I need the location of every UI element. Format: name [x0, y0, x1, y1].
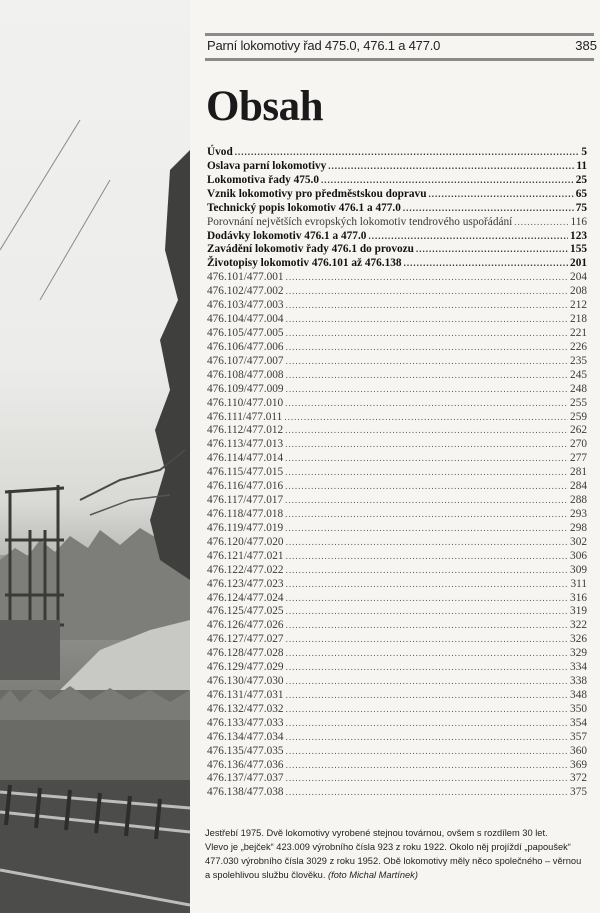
photo-caption — [205, 826, 590, 882]
toc-entry — [207, 327, 587, 341]
toc-entry-title: 476.112/477.012 — [207, 424, 284, 437]
toc-entry-page: 65 — [575, 187, 587, 200]
toc-entry-title: 476.106/477.006 — [207, 340, 284, 353]
toc-leader-dots — [286, 299, 568, 313]
toc-entry-title: Dodávky lokomotiv 476.1 a 477.0 — [207, 229, 367, 242]
toc-entry — [207, 397, 587, 411]
toc-entry-page: 326 — [570, 633, 587, 646]
toc-leader-dots — [285, 438, 568, 452]
toc-entry-title: 476.113/477.013 — [207, 438, 284, 451]
toc-leader-dots — [286, 383, 568, 397]
toc-entry — [207, 647, 587, 661]
toc-entry — [207, 160, 587, 174]
toc-entry — [207, 745, 587, 759]
toc-entry — [207, 786, 587, 800]
toc-entry-page: 284 — [570, 480, 587, 493]
toc-entry-title: 476.108/477.008 — [207, 368, 284, 381]
toc-entry — [207, 202, 587, 216]
toc-entry — [207, 383, 587, 397]
toc-leader-dots — [286, 675, 568, 689]
toc-entry-title: 476.133/477.033 — [207, 716, 284, 729]
toc-leader-dots — [416, 243, 568, 257]
toc-entry — [207, 355, 587, 369]
toc-entry — [207, 480, 587, 494]
toc-leader-dots — [286, 550, 568, 564]
toc-leader-dots — [368, 230, 568, 244]
toc-entry-title: 476.131/477.031 — [207, 688, 284, 701]
toc-entry — [207, 313, 587, 327]
toc-entry-title: Technický popis lokomotiv 476.1 a 477.0 — [207, 201, 401, 214]
toc-entry-page: 277 — [570, 452, 587, 465]
toc-entry-page: 255 — [570, 396, 587, 409]
toc-leader-dots — [514, 216, 568, 230]
toc-entry-page: 322 — [570, 619, 587, 632]
toc-leader-dots — [404, 257, 568, 271]
toc-leader-dots — [286, 605, 568, 619]
toc-entry-title: 476.118/477.018 — [207, 507, 284, 520]
toc-entry-title: 476.116/477.016 — [207, 480, 284, 493]
toc-entry-title: 476.127/477.027 — [207, 633, 284, 646]
page-number: 385 — [575, 38, 597, 53]
toc-entry-page: 5 — [581, 146, 587, 158]
toc-entry-page: 369 — [570, 758, 587, 771]
page-title: Obsah — [206, 83, 324, 130]
toc-entry-page: 116 — [570, 215, 587, 228]
toc-entry — [207, 146, 587, 160]
toc-entry-title: 476.117/477.017 — [207, 494, 284, 507]
toc-leader-dots — [285, 424, 568, 438]
toc-entry-title: 476.124/477.024 — [207, 591, 284, 604]
toc-entry-title: 476.105/477.005 — [207, 326, 284, 339]
toc-entry — [207, 633, 587, 647]
toc-leader-dots — [286, 689, 568, 703]
toc-leader-dots — [286, 745, 568, 759]
toc-entry-page: 350 — [570, 702, 587, 715]
toc-entry — [207, 466, 587, 480]
toc-entry-title: 476.129/477.029 — [207, 661, 284, 674]
toc-entry — [207, 619, 587, 633]
toc-entry-title: Lokomotiva řady 475.0 — [207, 173, 320, 186]
toc-entry — [207, 271, 587, 285]
toc-leader-dots — [286, 369, 568, 383]
toc-entry — [207, 522, 587, 536]
toc-leader-dots — [286, 355, 568, 369]
toc-entry — [207, 592, 587, 606]
toc-leader-dots — [285, 397, 568, 411]
running-head: Parní lokomotivy řad 475.0, 476.1 a 477.0 — [207, 38, 441, 53]
toc-entry — [207, 243, 587, 257]
toc-entry-title: 476.132/477.032 — [207, 702, 284, 715]
toc-leader-dots — [285, 480, 568, 494]
toc-entry — [207, 550, 587, 564]
toc-entry-title: 476.123/477.023 — [207, 577, 284, 590]
toc-entry-title: 476.109/477.009 — [207, 382, 284, 395]
toc-entry-title: 476.115/477.015 — [207, 466, 284, 479]
toc-entry — [207, 424, 587, 438]
toc-leader-dots — [286, 592, 568, 606]
toc-entry — [207, 689, 587, 703]
toc-entry — [207, 661, 587, 675]
toc-entry — [207, 731, 587, 745]
caption-line-1: Jestřebí 1975. Dvě lokomotivy vyrobené stejnou továrnou, ovšem s rozdílem 30 let. — [205, 828, 548, 838]
toc-entry-page: 298 — [570, 521, 587, 534]
toc-entry — [207, 578, 587, 592]
table-of-contents — [207, 146, 587, 800]
toc-entry — [207, 772, 587, 786]
toc-entry — [207, 703, 587, 717]
toc-entry-page: 11 — [576, 159, 587, 172]
toc-entry — [207, 411, 587, 425]
toc-entry-title: Porovnání největších evropských lokomotiv tendrového uspořádání — [207, 215, 513, 228]
toc-entry-page: 221 — [570, 326, 587, 339]
toc-leader-dots — [321, 174, 574, 188]
toc-leader-dots — [285, 522, 568, 536]
toc-entry-title: 476.134/477.034 — [207, 730, 284, 743]
toc-entry-page: 75 — [575, 201, 587, 214]
toc-entry — [207, 452, 587, 466]
toc-leader-dots — [286, 564, 568, 578]
toc-entry-page: 25 — [575, 173, 587, 186]
toc-entry-page: 357 — [570, 730, 587, 743]
toc-entry-page: 360 — [570, 744, 587, 757]
toc-entry-title: Životopisy lokomotiv 476.101 až 476.138 — [207, 257, 402, 270]
toc-leader-dots — [284, 411, 568, 425]
toc-entry-page: 155 — [570, 243, 587, 256]
toc-entry-title: 476.102/477.002 — [207, 285, 284, 298]
header-rule-bottom — [205, 58, 594, 61]
toc-entry-page: 208 — [570, 285, 587, 298]
toc-entry — [207, 717, 587, 731]
toc-leader-dots — [286, 772, 568, 786]
toc-entry-title: 476.130/477.030 — [207, 675, 284, 688]
toc-entry — [207, 341, 587, 355]
toc-entry-page: 293 — [570, 507, 587, 520]
toc-leader-dots — [286, 341, 568, 355]
toc-entry-page: 306 — [570, 549, 587, 562]
toc-entry-page: 338 — [570, 675, 587, 688]
toc-entry-page: 311 — [570, 577, 587, 590]
toc-leader-dots — [328, 160, 574, 174]
toc-entry — [207, 257, 587, 271]
toc-entry — [207, 285, 587, 299]
toc-entry-title: 476.135/477.035 — [207, 744, 284, 757]
toc-entry-page: 201 — [570, 257, 587, 270]
toc-entry-page: 375 — [570, 786, 587, 799]
toc-entry-page: 248 — [570, 382, 587, 395]
toc-entry-title: 476.137/477.037 — [207, 772, 284, 785]
toc-entry-page: 309 — [570, 563, 587, 576]
toc-entry-page: 218 — [570, 313, 587, 326]
toc-entry — [207, 369, 587, 383]
toc-entry-title: 476.110/477.010 — [207, 396, 284, 409]
toc-entry — [207, 174, 587, 188]
toc-entry-page: 348 — [570, 688, 587, 701]
toc-entry-title: 476.107/477.007 — [207, 354, 284, 367]
toc-leader-dots — [286, 731, 568, 745]
toc-leader-dots — [285, 466, 568, 480]
toc-entry-title: Zavádění lokomotiv řady 476.1 do provozu — [207, 243, 414, 256]
toc-entry-page: 329 — [570, 647, 587, 660]
toc-leader-dots — [286, 271, 568, 285]
toc-entry-page: 302 — [570, 535, 587, 548]
toc-entry-page: 259 — [570, 410, 587, 423]
toc-entry-page: 372 — [570, 772, 587, 785]
toc-entry-title: 476.126/477.026 — [207, 619, 284, 632]
toc-entry — [207, 230, 587, 244]
toc-entry-title: 476.136/477.036 — [207, 758, 284, 771]
toc-entry-page: 316 — [570, 591, 587, 604]
toc-leader-dots — [285, 452, 568, 466]
caption-line-2: Vlevo je „bejček“ 423.009 výrobního čísla 923 z roku 1922. Okolo něj projíždí „papoušek“ — [205, 842, 571, 852]
toc-entry — [207, 605, 587, 619]
toc-entry — [207, 216, 587, 230]
toc-leader-dots — [286, 786, 568, 800]
toc-entry-page: 262 — [570, 424, 587, 437]
toc-entry-title: 476.120/477.020 — [207, 535, 284, 548]
toc-entry-page: 270 — [570, 438, 587, 451]
toc-entry-title: 476.138/477.038 — [207, 786, 284, 799]
caption-line-3: 477.030 výrobního čísla 3029 z roku 1952. Obě lokomotivy měly něco společného – věrnou — [205, 856, 582, 866]
toc-entry-title: 476.111/477.011 — [207, 410, 283, 423]
toc-entry-title: 476.128/477.028 — [207, 647, 284, 660]
toc-entry-title: 476.101/477.001 — [207, 271, 284, 284]
toc-entry-page: 204 — [570, 271, 587, 284]
toc-leader-dots — [286, 647, 568, 661]
photo-drawing — [0, 0, 190, 913]
toc-entry-page: 212 — [570, 299, 587, 312]
toc-entry — [207, 564, 587, 578]
toc-entry-title: Oslava parní lokomotivy — [207, 159, 327, 172]
toc-leader-dots — [286, 661, 568, 675]
toc-entry-page: 319 — [570, 605, 587, 618]
toc-entry-page: 245 — [570, 368, 587, 381]
toc-leader-dots — [286, 703, 568, 717]
toc-leader-dots — [286, 633, 568, 647]
caption-line-4: a spolehlivou službu člověku. — [205, 870, 326, 880]
toc-leader-dots — [286, 313, 568, 327]
toc-leader-dots — [285, 494, 568, 508]
toc-leader-dots — [286, 759, 568, 773]
toc-entry-page: 288 — [570, 494, 587, 507]
toc-leader-dots — [286, 619, 568, 633]
toc-entry-page: 123 — [570, 229, 587, 242]
toc-entry — [207, 675, 587, 689]
toc-leader-dots — [286, 285, 568, 299]
toc-entry-page: 281 — [570, 466, 587, 479]
toc-leader-dots — [286, 717, 568, 731]
toc-leader-dots — [286, 536, 568, 550]
toc-entry-title: 476.119/477.019 — [207, 521, 284, 534]
toc-leader-dots — [428, 188, 573, 202]
toc-leader-dots — [403, 202, 574, 216]
toc-entry-title: 476.121/477.021 — [207, 549, 284, 562]
toc-entry-title: 476.125/477.025 — [207, 605, 284, 618]
toc-leader-dots — [286, 327, 568, 341]
toc-entry-page: 334 — [570, 661, 587, 674]
header-rule-top — [205, 33, 594, 36]
toc-entry — [207, 188, 587, 202]
toc-leader-dots — [286, 578, 569, 592]
toc-entry-page: 226 — [570, 340, 587, 353]
toc-entry-title: 476.104/477.004 — [207, 313, 284, 326]
toc-entry — [207, 494, 587, 508]
toc-entry-title: 476.103/477.003 — [207, 299, 284, 312]
toc-entry-page: 354 — [570, 716, 587, 729]
toc-entry-title: 476.114/477.014 — [207, 452, 284, 465]
toc-entry — [207, 536, 587, 550]
photo-credit: (foto Michal Martínek) — [328, 870, 418, 880]
toc-entry-title: 476.122/477.022 — [207, 563, 284, 576]
toc-entry-title: Úvod — [207, 146, 233, 158]
toc-leader-dots — [235, 146, 580, 160]
toc-leader-dots — [285, 508, 568, 522]
toc-entry-page: 235 — [570, 354, 587, 367]
toc-entry — [207, 438, 587, 452]
toc-entry-title: Vznik lokomotivy pro předměstskou dopravu — [207, 187, 427, 200]
photo-railway-landscape — [0, 0, 190, 913]
toc-entry — [207, 508, 587, 522]
toc-entry — [207, 299, 587, 313]
toc-entry — [207, 759, 587, 773]
